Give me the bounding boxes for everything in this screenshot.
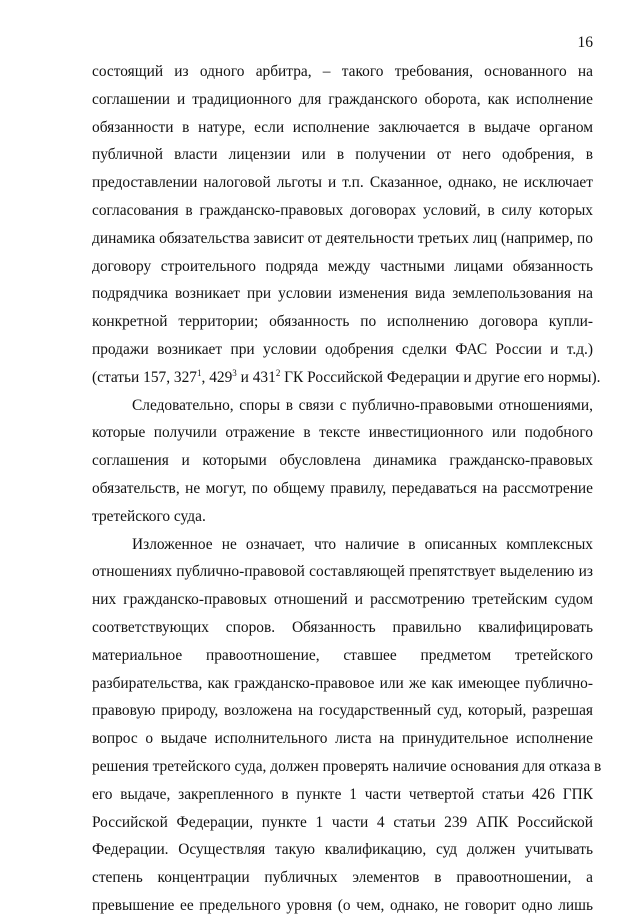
text-line: Федерации. Осуществляя такую квалификацию, суд должен учитывать: [92, 841, 593, 859]
text-line: соглашении и традиционного для гражданского оборота, как исполнение: [92, 90, 593, 108]
text-line-citation: [92, 364, 601, 392]
text-line: конкретной территории; обязанность по исполнению договора купли-: [92, 313, 593, 331]
text-line: правовую природу, возложена на государственный суд, который, разрешая: [92, 702, 593, 720]
text-line: решения третейского суда, должен проверять наличие основания для отказа в: [92, 757, 602, 775]
text-line: соглашения и которыми обусловлена динамика гражданско-правовых: [92, 452, 593, 470]
text-line: согласования в гражданско-правовых договорах условий, в силу которых: [92, 201, 593, 219]
text-line: обязательств, не могут, по общему правилу, передаваться на рассмотрение: [92, 479, 593, 497]
text-line: Российской Федерации, пункте 1 части 4 статьи 239 АПК Российской: [92, 813, 593, 831]
text-line: степень концентрации публичных элементов в правоотношении, а: [92, 869, 593, 887]
text-line: продажи возникает при условии одобрения сделки ФАС России и т.д.): [92, 340, 593, 358]
text-line: состоящий из одного арбитра, – такого требования, основанного на: [92, 63, 593, 80]
text-line: его выдаче, закрепленного в пункте 1 части четвертой статьи 426 ГПК: [92, 785, 593, 803]
text-line: предоставлении налоговой льготы и т.п. Сказанное, однако, не исключает: [92, 174, 593, 192]
text-line: подрядчика возникает при условии изменения вида землепользования на: [92, 285, 593, 303]
citation-text: и 431: [236, 368, 276, 386]
document-body: [92, 58, 602, 920]
superscript: 3: [232, 367, 237, 378]
text-line: Изложенное не означает, что наличие в описанных комплексных: [132, 535, 593, 553]
paragraph: [92, 58, 601, 392]
text-line: разбирательства, как гражданско-правовое или же как имеющее публично-: [92, 674, 593, 692]
citation-text: ГК Российской Федерации и другие его нормы).: [280, 368, 601, 386]
text-line: них гражданско-правовых отношений и рассмотрению третейским судом: [92, 591, 593, 609]
text-line: публичной власти лицензии или в получении от него одобрения, в: [92, 146, 593, 164]
text-line: третейского суда.: [92, 507, 206, 525]
citation-text: (статьи 157, 327: [92, 368, 197, 386]
superscript: 1: [197, 367, 202, 378]
superscript: 2: [275, 367, 281, 378]
text-line: материальное правоотношение, ставшее предметом третейского: [92, 646, 593, 664]
text-line: динамика обязательства зависит от деятельности третьих лиц (например, по: [92, 229, 593, 247]
text-line: обязанности в натуре, если исполнение заключается в выдаче органом: [92, 118, 593, 136]
page-number: 16: [577, 34, 593, 51]
paragraph: [92, 531, 602, 920]
text-line: вопрос о выдаче исполнительного листа на принудительное исполнение: [92, 730, 593, 748]
text-line: которые получили отражение в тексте инвестиционного или подобного: [92, 424, 593, 442]
text-line: превышение ее предельного уровня (о чем, однако, не говорит одно лишь: [92, 896, 593, 914]
text-line: договору строительного подряда между частными лицами обязанность: [92, 257, 593, 275]
text-line: соответствующих споров. Обязанность правильно квалифицировать: [92, 618, 593, 636]
text-line: отношениях публично-правовой составляющей препятствует выделению из: [92, 563, 593, 581]
text-line: Следовательно, споры в связи с публично-правовыми отношениями,: [132, 396, 593, 414]
paragraph: [92, 392, 593, 531]
citation-text: , 429: [201, 368, 233, 386]
